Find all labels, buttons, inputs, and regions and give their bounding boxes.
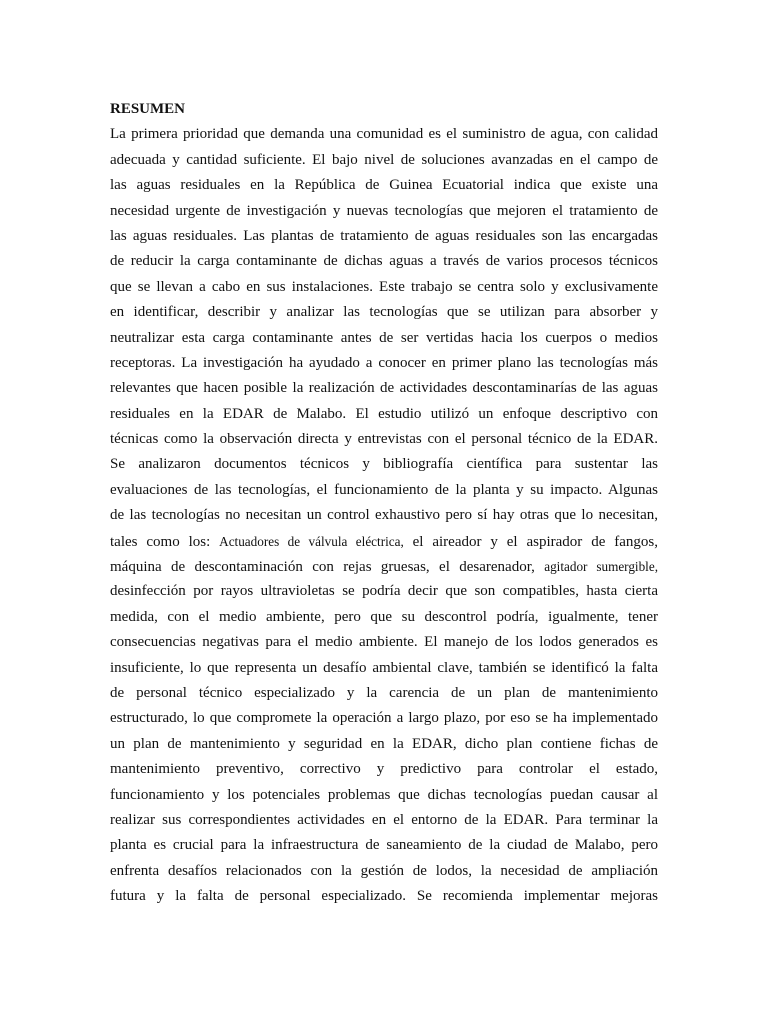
paragraph-line: las aguas residuales. Las plantas de tratamiento de aguas residuales son las encargadas [110, 227, 658, 244]
paragraph-line: relevantes que hacen posible la realización de actividades descontaminarías de las aguas [110, 380, 658, 397]
inline-small-text: Actuadores de válvula eléctrica, [219, 533, 404, 549]
paragraph-line: adecuada y cantidad suficiente. El bajo nivel de soluciones avanzadas en el campo de [110, 151, 658, 168]
inline-text: el aireador y el aspirador de fangos, [403, 533, 658, 550]
abstract-section [110, 97, 658, 910]
paragraph-line: técnicas como la observación directa y entrevistas con el personal técnico de la EDAR. [110, 431, 658, 448]
inline-text: tales como los: [110, 533, 220, 550]
paragraph-line [110, 529, 658, 554]
abstract-body [110, 122, 658, 909]
paragraph-line: las aguas residuales en la República de Guinea Ecuatorial indica que existe una [110, 177, 658, 194]
paragraph-line: estructurado, lo que compromete la operación a largo plazo, por eso se ha implementado [110, 710, 658, 727]
paragraph-line: neutralizar esta carga contaminante antes de ser vertidas hacia los cuerpos o medios [110, 329, 658, 346]
paragraph-line: en identificar, describir y analizar las tecnologías que se utilizan para absorber y [110, 304, 658, 321]
paragraph-line: de personal técnico especializado y la carencia de un plan de mantenimiento [110, 685, 658, 701]
paragraph-line: un plan de mantenimiento y seguridad en la EDAR, dicho plan contiene fichas de [110, 735, 658, 752]
paragraph-line: de reducir la carga contaminante de dichas aguas a través de varios procesos técnicos [110, 253, 658, 270]
inline-small-text: agitador sumergible, [544, 559, 658, 575]
paragraph-line: receptoras. La investigación ha ayudado a conocer en primer plano las tecnologías más [110, 354, 658, 371]
paragraph-line: evaluaciones de las tecnologías, el funcionamiento de la planta y su impacto. Algunas [110, 481, 658, 498]
paragraph-line: enfrenta desafíos relacionados con la gestión de lodos, la necesidad de ampliación [110, 862, 658, 879]
paragraph-line: funcionamiento y los potenciales problemas que dichas tecnologías puedan causar al [110, 786, 658, 803]
paragraph-line: realizar sus correspondientes actividades en el entorno de la EDAR. Para terminar la [110, 811, 658, 828]
paragraph-line: insuficiente, lo que representa un desafío ambiental clave, también se identificó la falta [110, 659, 658, 676]
paragraph-line: medida, con el medio ambiente, pero que su descontrol podría, igualmente, tener [110, 608, 658, 625]
paragraph-line: La primera prioridad que demanda una comunidad es el suministro de agua, con calidad [110, 126, 658, 143]
paragraph-line: planta es crucial para la infraestructura de saneamiento de la ciudad de Malabo, pero [110, 837, 658, 854]
paragraph-line: desinfección por rayos ultravioletas se podría decir que son compatibles, hasta cierta [110, 583, 658, 600]
paragraph-line: mantenimiento preventivo, correctivo y predictivo para controlar el estado, [110, 761, 658, 778]
paragraph-line [110, 554, 658, 579]
paragraph-line: Se analizaron documentos técnicos y bibliografía científica para sustentar las [110, 456, 658, 473]
inline-text: máquina de descontaminación con rejas gruesas, el desarenador, [110, 559, 545, 576]
paragraph-line: de las tecnologías no necesitan un control exhaustivo pero sí hay otras que lo necesitan, [110, 507, 658, 524]
section-heading: RESUMEN [110, 101, 186, 117]
paragraph-line: residuales en la EDAR de Malabo. El estudio utilizó un enfoque descriptivo con [110, 405, 658, 422]
paragraph-line: que se llevan a cabo en sus instalaciones. Este trabajo se centra solo y exclusivamente [110, 278, 658, 295]
paragraph-line: futura y la falta de personal especializado. Se recomienda implementar mejoras [110, 888, 658, 905]
paragraph-line: consecuencias negativas para el medio ambiente. El manejo de los lodos generados es [110, 634, 658, 651]
paragraph-line: necesidad urgente de investigación y nuevas tecnologías que mejoren el tratamiento de [110, 202, 658, 219]
